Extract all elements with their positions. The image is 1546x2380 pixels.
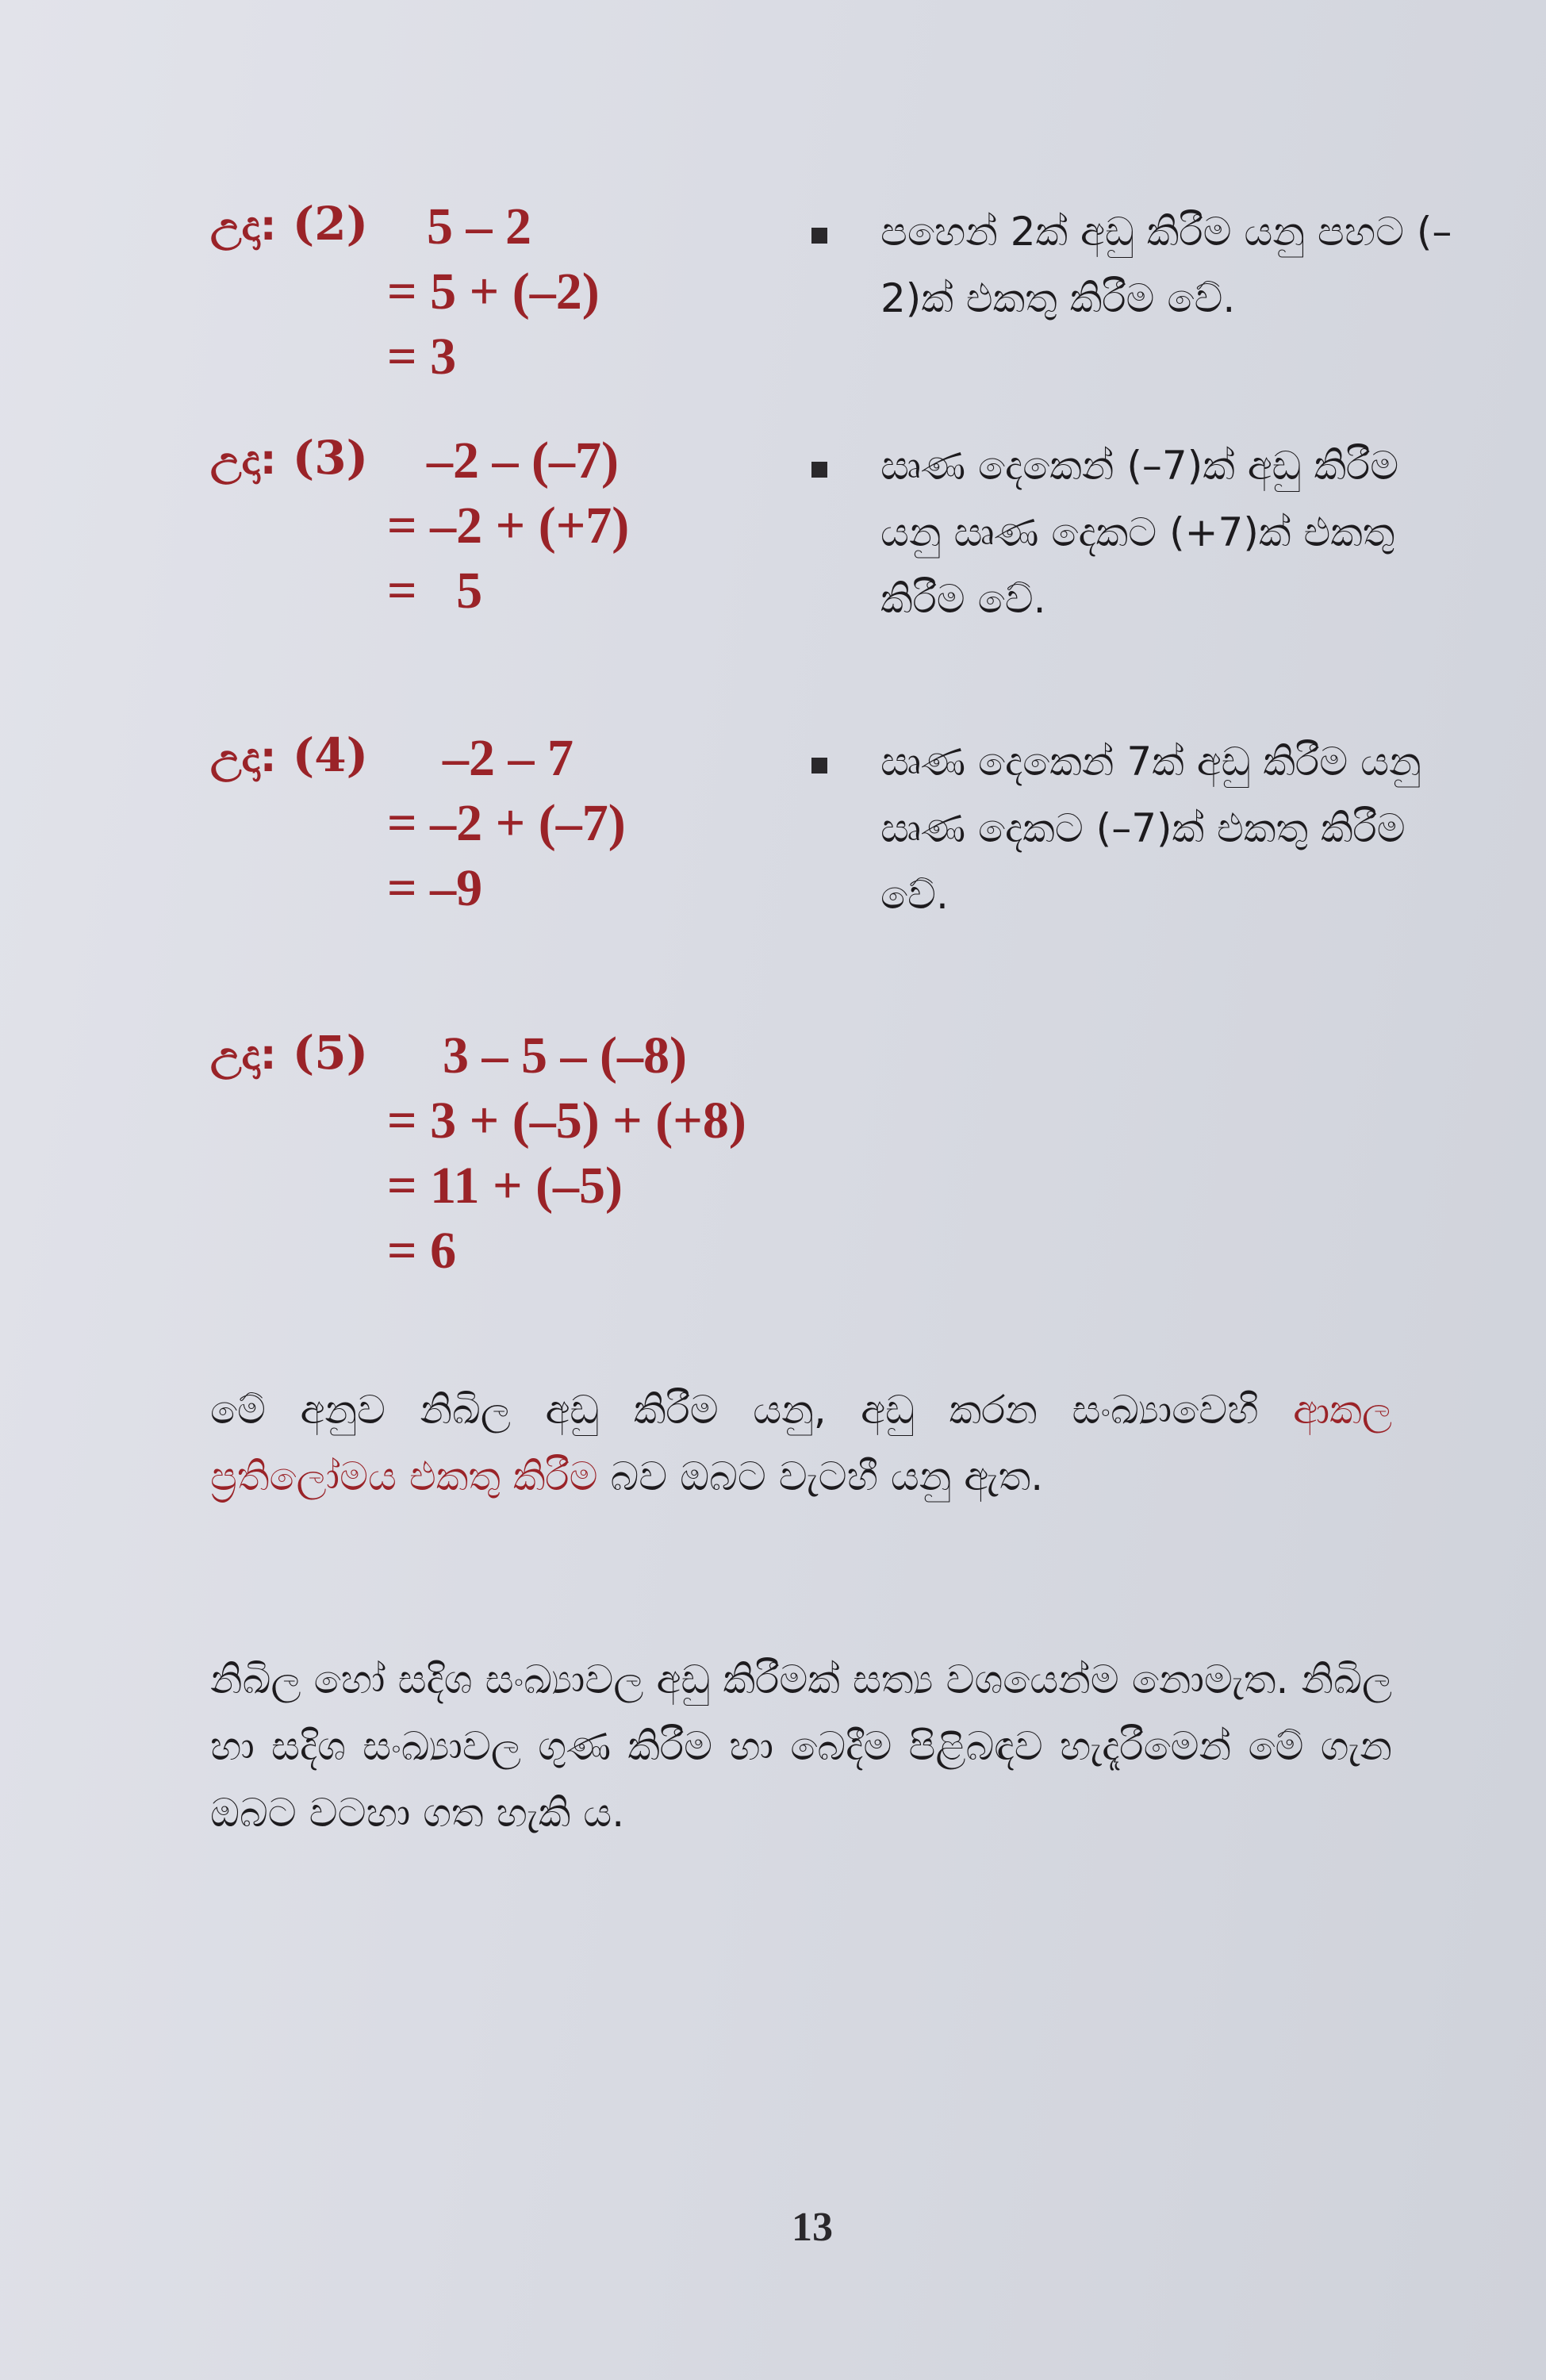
example-5-line-1: 3 – 5 – (–8) — [443, 1027, 687, 1084]
example-3-label — [210, 431, 368, 485]
paragraph-text: බව ඔබට වැටහී යනු ඇත. — [610, 1453, 1044, 1499]
example-label-prefix: උදා: — [210, 1031, 277, 1079]
example-4-line-1: –2 – 7 — [443, 729, 574, 787]
example-3-line-1: –2 – (–7) — [427, 432, 619, 489]
example-2-line-1: 5 – 2 — [427, 198, 531, 255]
bullet-icon — [811, 758, 827, 774]
example-number: (5) — [292, 1026, 369, 1080]
highlighted-phrase: ආකල ප්‍රතිලෝමය එකතු කිරීම — [210, 1387, 1392, 1499]
example-5-label — [210, 1026, 368, 1080]
example-2-line-3: = 3 — [387, 328, 457, 386]
example-label-prefix: උදා: — [210, 202, 277, 250]
paragraph-text: මේ අනුව නිඛිල අඩු කිරීම යනු, අඩු කරන සංඛ්‍යාවෙහි — [210, 1387, 1259, 1433]
example-number: (3) — [292, 431, 369, 485]
example-3-note: ඍණ දෙකෙන් (–7)ක් අඩු කිරීම යනු ඍණ දෙකට (+7)ක් එකතු කිරීම වේ. — [880, 443, 1399, 622]
example-number: (4) — [292, 728, 369, 782]
paragraph-note: නිඛිල හෝ සදිශ සංඛ්‍යාවල අඩු කිරීමක් සත්‍ය වශයෙන්ම නොමැත. නිඛිල හා සදිශ සංඛ්‍යාවල ගුණ කිරීම හා බෙදීම පිළිබඳව හැදෑරීමෙන් මේ ගැන ඔබට වටහා ගත හැකි ය. — [210, 1656, 1392, 1836]
example-5-line-3: = 11 + (–5) — [387, 1157, 623, 1215]
example-label-prefix: උදා: — [210, 436, 277, 484]
example-5-line-2: = 3 + (–5) + (+8) — [387, 1092, 746, 1150]
example-label-prefix: උදා: — [210, 734, 277, 781]
example-5-line-4: = 6 — [387, 1222, 457, 1280]
example-4-note: ඍණ දෙකෙන් 7ක් අඩු කිරීම යනු ඍණ දෙකට (–7)ක් එකතු කිරීම වේ. — [880, 739, 1421, 918]
example-number: (2) — [292, 197, 369, 251]
example-2-label — [210, 197, 368, 251]
example-4-line-2: = –2 + (–7) — [387, 794, 626, 852]
example-3-line-2: = –2 + (+7) — [387, 497, 630, 555]
example-4-line-3: = –9 — [387, 859, 483, 917]
example-2-note: පහෙන් 2ක් අඩු කිරීම යනු පහට (–2)ක් එකතු කිරීම වේ. — [880, 209, 1452, 321]
page-number: 13 — [792, 2205, 833, 2250]
example-4-label — [210, 728, 368, 782]
example-2-line-2: = 5 + (–2) — [387, 263, 600, 321]
example-3-line-3: = 5 — [387, 562, 483, 620]
bullet-icon — [811, 462, 827, 478]
paragraph-inverse-rule — [210, 1376, 1392, 1510]
bullet-icon — [811, 228, 827, 244]
